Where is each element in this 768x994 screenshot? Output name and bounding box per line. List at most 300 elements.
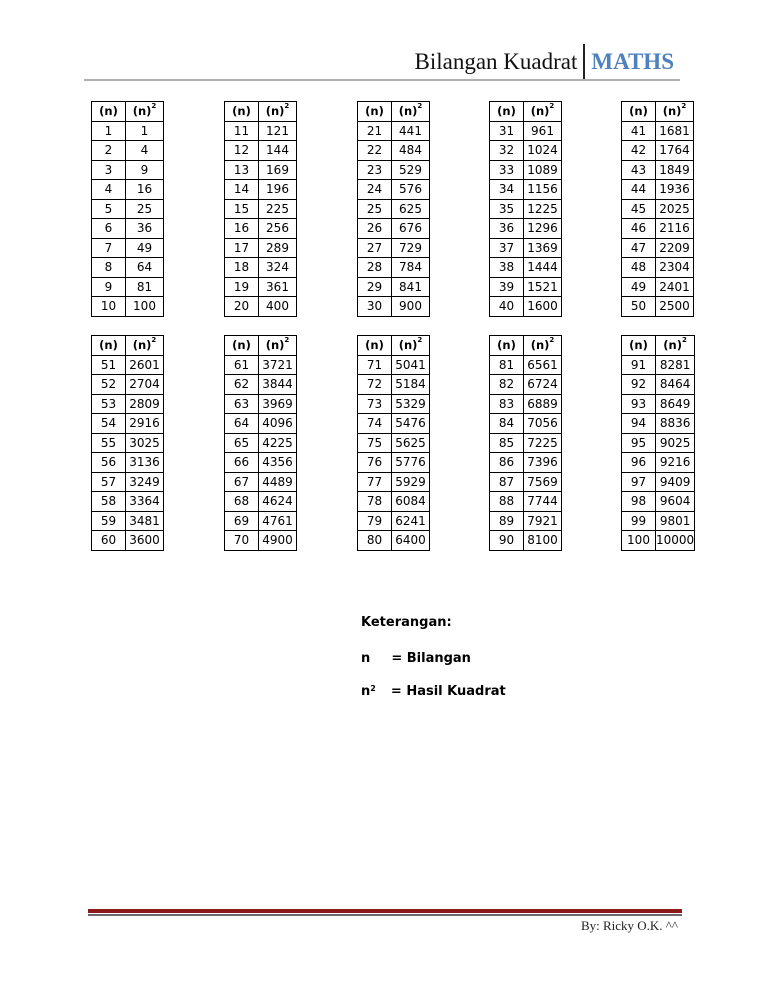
cell-n: 5 xyxy=(92,199,126,219)
cell-n: 78 xyxy=(358,492,392,512)
header-n-squared xyxy=(259,336,297,356)
table-row xyxy=(622,180,694,200)
cell-n: 32 xyxy=(490,141,524,161)
cell-n: 22 xyxy=(358,141,392,161)
legend-title: Keterangan: xyxy=(361,615,452,630)
header-n-squared xyxy=(392,336,430,356)
cell-n: 75 xyxy=(358,433,392,453)
cell-n: 36 xyxy=(490,219,524,239)
table-row xyxy=(358,160,430,180)
table-row xyxy=(358,453,430,473)
cell-n-squared: 1849 xyxy=(656,160,694,180)
cell-n-squared: 2601 xyxy=(126,355,164,375)
table-row xyxy=(225,453,297,473)
cell-n: 62 xyxy=(225,375,259,395)
table-row xyxy=(490,375,562,395)
cell-n-squared: 729 xyxy=(392,238,430,258)
cell-n: 46 xyxy=(622,219,656,239)
table-row xyxy=(358,219,430,239)
cell-n: 83 xyxy=(490,394,524,414)
table-row xyxy=(490,531,562,551)
cell-n: 66 xyxy=(225,453,259,473)
header-n-squared-base: (n) xyxy=(398,338,418,353)
table-row xyxy=(92,355,164,375)
cell-n: 17 xyxy=(225,238,259,258)
cell-n-squared: 361 xyxy=(259,277,297,297)
header-n-squared xyxy=(524,102,562,122)
table-row xyxy=(622,531,695,551)
cell-n-squared: 2809 xyxy=(126,394,164,414)
cell-n-squared: 676 xyxy=(392,219,430,239)
cell-n: 58 xyxy=(92,492,126,512)
cell-n-squared: 9604 xyxy=(656,492,695,512)
cell-n: 85 xyxy=(490,433,524,453)
cell-n: 90 xyxy=(490,531,524,551)
table-row xyxy=(225,180,297,200)
page-header xyxy=(414,44,674,80)
cell-n: 100 xyxy=(622,531,656,551)
header-n: (n) xyxy=(490,102,524,122)
cell-n: 19 xyxy=(225,277,259,297)
table-row xyxy=(358,511,430,531)
cell-n-squared: 400 xyxy=(259,297,297,317)
cell-n-squared: 121 xyxy=(259,121,297,141)
cell-n: 31 xyxy=(490,121,524,141)
legend-n-row xyxy=(361,651,471,666)
table-row xyxy=(225,355,297,375)
cell-n-squared: 16 xyxy=(126,180,164,200)
header-subject: MATHS xyxy=(591,49,674,74)
table-row xyxy=(358,375,430,395)
header-n: (n) xyxy=(225,102,259,122)
cell-n-squared: 961 xyxy=(524,121,562,141)
header-n-squared-base: (n) xyxy=(132,338,152,353)
cell-n: 20 xyxy=(225,297,259,317)
cell-n-squared: 3721 xyxy=(259,355,297,375)
table-row xyxy=(490,238,562,258)
cell-n: 47 xyxy=(622,238,656,258)
table-row xyxy=(622,414,695,434)
cell-n: 69 xyxy=(225,511,259,531)
cell-n-squared: 6400 xyxy=(392,531,430,551)
table-row xyxy=(358,414,430,434)
table-row xyxy=(490,199,562,219)
table-header-row xyxy=(358,102,430,122)
cell-n-squared: 1444 xyxy=(524,258,562,278)
header-n-squared-sup: 2 xyxy=(549,336,555,345)
footer-credit: By: Ricky O.K. ^^ xyxy=(580,918,678,933)
squares-table xyxy=(91,101,164,317)
header-n-squared-sup: 2 xyxy=(417,102,423,111)
cell-n: 48 xyxy=(622,258,656,278)
table-header-row xyxy=(92,102,164,122)
cell-n: 2 xyxy=(92,141,126,161)
table-row xyxy=(225,472,297,492)
cell-n: 72 xyxy=(358,375,392,395)
cell-n: 44 xyxy=(622,180,656,200)
cell-n-squared: 324 xyxy=(259,258,297,278)
cell-n: 29 xyxy=(358,277,392,297)
cell-n-squared: 5929 xyxy=(392,472,430,492)
cell-n-squared: 8281 xyxy=(656,355,695,375)
cell-n-squared: 196 xyxy=(259,180,297,200)
table-row xyxy=(622,375,695,395)
header-n-squared-base: (n) xyxy=(132,104,152,119)
table-row xyxy=(622,453,695,473)
cell-n-squared: 1764 xyxy=(656,141,694,161)
table-row xyxy=(622,141,694,161)
table-row xyxy=(225,297,297,317)
cell-n-squared: 8836 xyxy=(656,414,695,434)
cell-n-squared: 3481 xyxy=(126,511,164,531)
cell-n: 10 xyxy=(92,297,126,317)
table-row xyxy=(92,121,164,141)
table-row xyxy=(490,492,562,512)
cell-n-squared: 100 xyxy=(126,297,164,317)
cell-n: 91 xyxy=(622,355,656,375)
cell-n-squared: 10000 xyxy=(656,531,695,551)
cell-n-squared: 576 xyxy=(392,180,430,200)
table-row xyxy=(358,433,430,453)
cell-n-squared: 25 xyxy=(126,199,164,219)
squares-table xyxy=(91,335,164,551)
header-n-squared-sup: 2 xyxy=(284,336,290,345)
cell-n-squared: 2704 xyxy=(126,375,164,395)
header-n-squared xyxy=(259,102,297,122)
cell-n: 7 xyxy=(92,238,126,258)
cell-n-squared: 484 xyxy=(392,141,430,161)
header-n-squared-sup: 2 xyxy=(151,336,157,345)
header-divider xyxy=(84,79,680,81)
cell-n: 37 xyxy=(490,238,524,258)
cell-n: 54 xyxy=(92,414,126,434)
table-row xyxy=(225,238,297,258)
cell-n: 40 xyxy=(490,297,524,317)
cell-n-squared: 5041 xyxy=(392,355,430,375)
cell-n-squared: 1600 xyxy=(524,297,562,317)
legend-n-desc: = Bilangan xyxy=(391,651,471,666)
cell-n-squared: 8100 xyxy=(524,531,562,551)
cell-n-squared: 2116 xyxy=(656,219,694,239)
table-row xyxy=(358,297,430,317)
squares-table xyxy=(489,335,562,551)
cell-n-squared: 441 xyxy=(392,121,430,141)
cell-n-squared: 6241 xyxy=(392,511,430,531)
cell-n-squared: 81 xyxy=(126,277,164,297)
cell-n: 42 xyxy=(622,141,656,161)
cell-n-squared: 3249 xyxy=(126,472,164,492)
table-row xyxy=(490,453,562,473)
cell-n: 60 xyxy=(92,531,126,551)
cell-n-squared: 9409 xyxy=(656,472,695,492)
cell-n: 55 xyxy=(92,433,126,453)
table-row xyxy=(225,141,297,161)
table-row xyxy=(358,141,430,161)
cell-n: 41 xyxy=(622,121,656,141)
table-row xyxy=(225,531,297,551)
cell-n-squared: 6561 xyxy=(524,355,562,375)
header-n-squared-base: (n) xyxy=(398,104,418,119)
cell-n: 64 xyxy=(225,414,259,434)
cell-n-squared: 1521 xyxy=(524,277,562,297)
table-row xyxy=(490,180,562,200)
table-row xyxy=(225,511,297,531)
squares-table xyxy=(621,101,694,317)
cell-n: 52 xyxy=(92,375,126,395)
cell-n-squared: 9801 xyxy=(656,511,695,531)
cell-n-squared: 3600 xyxy=(126,531,164,551)
legend-n-symbol: n xyxy=(361,651,371,666)
cell-n: 67 xyxy=(225,472,259,492)
cell-n-squared: 1 xyxy=(126,121,164,141)
cell-n-squared: 64 xyxy=(126,258,164,278)
header-n: (n) xyxy=(622,336,656,356)
table-row xyxy=(225,492,297,512)
cell-n-squared: 7225 xyxy=(524,433,562,453)
table-row xyxy=(490,297,562,317)
cell-n-squared: 2401 xyxy=(656,277,694,297)
table-row xyxy=(490,511,562,531)
legend-n2-symbol: n xyxy=(361,684,371,699)
table-row xyxy=(622,258,694,278)
cell-n-squared: 1369 xyxy=(524,238,562,258)
header-n-squared-base: (n) xyxy=(662,104,682,119)
header-n-squared xyxy=(524,336,562,356)
header-n-squared-base: (n) xyxy=(530,338,550,353)
cell-n: 84 xyxy=(490,414,524,434)
cell-n: 86 xyxy=(490,453,524,473)
table-row xyxy=(622,199,694,219)
table-row xyxy=(622,355,695,375)
table-row xyxy=(490,121,562,141)
cell-n: 30 xyxy=(358,297,392,317)
header-n-squared xyxy=(126,336,164,356)
cell-n: 18 xyxy=(225,258,259,278)
cell-n: 74 xyxy=(358,414,392,434)
table-row xyxy=(225,433,297,453)
table-row xyxy=(358,355,430,375)
table-row xyxy=(490,141,562,161)
table-row xyxy=(358,394,430,414)
table-header-row xyxy=(490,102,562,122)
table-row xyxy=(225,160,297,180)
cell-n: 12 xyxy=(225,141,259,161)
legend-n2-row xyxy=(361,684,506,699)
table-row xyxy=(358,180,430,200)
cell-n: 35 xyxy=(490,199,524,219)
table-row xyxy=(92,394,164,414)
cell-n-squared: 900 xyxy=(392,297,430,317)
cell-n-squared: 9216 xyxy=(656,453,695,473)
cell-n: 80 xyxy=(358,531,392,551)
cell-n: 8 xyxy=(92,258,126,278)
table-row xyxy=(622,472,695,492)
cell-n: 89 xyxy=(490,511,524,531)
cell-n-squared: 3136 xyxy=(126,453,164,473)
cell-n-squared: 4900 xyxy=(259,531,297,551)
table-row xyxy=(225,414,297,434)
cell-n-squared: 4 xyxy=(126,141,164,161)
cell-n-squared: 2916 xyxy=(126,414,164,434)
cell-n: 38 xyxy=(490,258,524,278)
table-header-row xyxy=(225,102,297,122)
table-row xyxy=(490,433,562,453)
table-row xyxy=(622,394,695,414)
cell-n: 96 xyxy=(622,453,656,473)
cell-n-squared: 1936 xyxy=(656,180,694,200)
table-row xyxy=(622,160,694,180)
table-row xyxy=(92,160,164,180)
cell-n-squared: 625 xyxy=(392,199,430,219)
header-n-squared xyxy=(126,102,164,122)
header-title: Bilangan Kuadrat xyxy=(414,49,578,74)
table-row xyxy=(225,258,297,278)
cell-n: 16 xyxy=(225,219,259,239)
cell-n: 94 xyxy=(622,414,656,434)
cell-n: 88 xyxy=(490,492,524,512)
cell-n-squared: 225 xyxy=(259,199,297,219)
table-row xyxy=(358,199,430,219)
header-n: (n) xyxy=(92,102,126,122)
cell-n-squared: 4761 xyxy=(259,511,297,531)
cell-n-squared: 6889 xyxy=(524,394,562,414)
cell-n: 23 xyxy=(358,160,392,180)
cell-n: 14 xyxy=(225,180,259,200)
cell-n-squared: 3844 xyxy=(259,375,297,395)
cell-n-squared: 9025 xyxy=(656,433,695,453)
cell-n-squared: 2304 xyxy=(656,258,694,278)
table-row xyxy=(358,238,430,258)
table-row xyxy=(92,472,164,492)
squares-table xyxy=(357,101,430,317)
cell-n-squared: 3025 xyxy=(126,433,164,453)
cell-n-squared: 8649 xyxy=(656,394,695,414)
table-row xyxy=(225,199,297,219)
cell-n: 51 xyxy=(92,355,126,375)
table-row xyxy=(358,121,430,141)
cell-n-squared: 4624 xyxy=(259,492,297,512)
legend-n2-desc: = Hasil Kuadrat xyxy=(390,684,506,699)
footer-divider-red xyxy=(88,909,682,913)
cell-n: 25 xyxy=(358,199,392,219)
table-row xyxy=(92,277,164,297)
table-header-row xyxy=(622,336,695,356)
table-row xyxy=(490,277,562,297)
cell-n-squared: 529 xyxy=(392,160,430,180)
cell-n: 11 xyxy=(225,121,259,141)
table-row xyxy=(225,121,297,141)
cell-n: 39 xyxy=(490,277,524,297)
cell-n-squared: 1089 xyxy=(524,160,562,180)
cell-n: 97 xyxy=(622,472,656,492)
cell-n: 6 xyxy=(92,219,126,239)
cell-n: 26 xyxy=(358,219,392,239)
table-row xyxy=(358,277,430,297)
table-row xyxy=(490,219,562,239)
header-n: (n) xyxy=(358,336,392,356)
cell-n-squared: 3969 xyxy=(259,394,297,414)
header-n-squared-base: (n) xyxy=(530,104,550,119)
cell-n: 50 xyxy=(622,297,656,317)
cell-n: 43 xyxy=(622,160,656,180)
table-row xyxy=(622,277,694,297)
cell-n: 71 xyxy=(358,355,392,375)
cell-n: 98 xyxy=(622,492,656,512)
cell-n-squared: 5776 xyxy=(392,453,430,473)
cell-n-squared: 7056 xyxy=(524,414,562,434)
cell-n-squared: 3364 xyxy=(126,492,164,512)
legend-n2-sup: 2 xyxy=(370,684,376,693)
squares-table xyxy=(224,335,297,551)
header-n: (n) xyxy=(358,102,392,122)
table-row xyxy=(490,394,562,414)
cell-n-squared: 7396 xyxy=(524,453,562,473)
table-row xyxy=(490,258,562,278)
cell-n: 45 xyxy=(622,199,656,219)
header-n-squared-base: (n) xyxy=(265,104,285,119)
table-row xyxy=(622,511,695,531)
cell-n: 21 xyxy=(358,121,392,141)
table-row xyxy=(225,277,297,297)
cell-n: 13 xyxy=(225,160,259,180)
cell-n-squared: 169 xyxy=(259,160,297,180)
table-row xyxy=(92,297,164,317)
table-header-row xyxy=(225,336,297,356)
squares-table xyxy=(224,101,297,317)
cell-n: 65 xyxy=(225,433,259,453)
cell-n-squared: 256 xyxy=(259,219,297,239)
cell-n: 73 xyxy=(358,394,392,414)
header-n-squared xyxy=(656,336,695,356)
cell-n-squared: 4225 xyxy=(259,433,297,453)
cell-n-squared: 6724 xyxy=(524,375,562,395)
table-header-row xyxy=(92,336,164,356)
cell-n: 93 xyxy=(622,394,656,414)
cell-n-squared: 7569 xyxy=(524,472,562,492)
header-n: (n) xyxy=(622,102,656,122)
cell-n-squared: 8464 xyxy=(656,375,695,395)
table-row xyxy=(92,453,164,473)
header-n: (n) xyxy=(225,336,259,356)
table-row xyxy=(622,238,694,258)
cell-n: 77 xyxy=(358,472,392,492)
cell-n: 70 xyxy=(225,531,259,551)
table-row xyxy=(622,492,695,512)
cell-n: 9 xyxy=(92,277,126,297)
table-row xyxy=(92,180,164,200)
table-header-row xyxy=(490,336,562,356)
cell-n-squared: 841 xyxy=(392,277,430,297)
header-n: (n) xyxy=(92,336,126,356)
table-row xyxy=(622,219,694,239)
table-row xyxy=(92,238,164,258)
cell-n: 95 xyxy=(622,433,656,453)
cell-n: 28 xyxy=(358,258,392,278)
cell-n-squared: 5625 xyxy=(392,433,430,453)
table-row xyxy=(92,433,164,453)
cell-n: 87 xyxy=(490,472,524,492)
cell-n: 49 xyxy=(622,277,656,297)
table-row xyxy=(490,355,562,375)
table-row xyxy=(622,121,694,141)
cell-n: 4 xyxy=(92,180,126,200)
header-n-squared-sup: 2 xyxy=(417,336,423,345)
cell-n: 81 xyxy=(490,355,524,375)
header-n-squared xyxy=(392,102,430,122)
cell-n: 53 xyxy=(92,394,126,414)
table-row xyxy=(358,472,430,492)
cell-n: 82 xyxy=(490,375,524,395)
